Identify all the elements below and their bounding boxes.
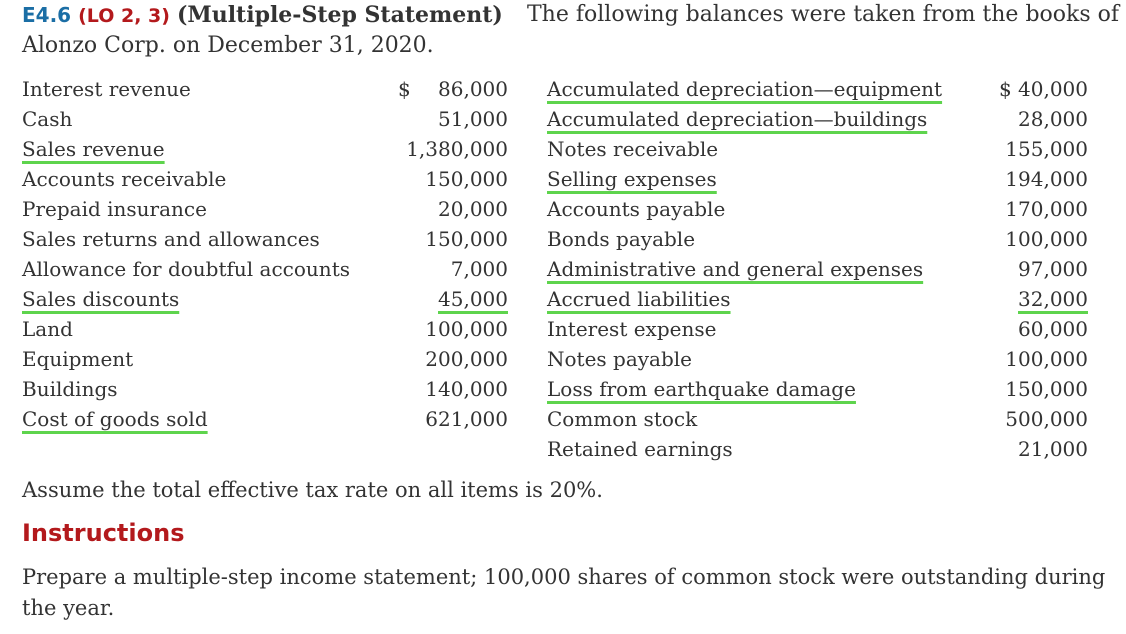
right-label: Selling expenses xyxy=(547,167,717,191)
right-value: 28,000 xyxy=(1018,107,1088,131)
left-label: Sales discounts xyxy=(22,287,180,311)
left-label: Interest revenue xyxy=(22,77,191,101)
intro-line-2: Alonzo Corp. on December 31, 2020. xyxy=(22,33,434,58)
right-value: 155,000 xyxy=(1005,137,1088,161)
left-value: 51,000 xyxy=(438,107,508,131)
right-value: 32,000 xyxy=(1018,287,1088,311)
right-label: Bonds payable xyxy=(547,227,696,251)
right-label: Accounts payable xyxy=(547,197,726,221)
left-label: Sales returns and allowances xyxy=(22,227,320,251)
learning-objective: (LO 2, 3) xyxy=(78,5,170,27)
right-values xyxy=(968,74,1088,464)
left-value: 140,000 xyxy=(425,377,508,401)
left-value: 150,000 xyxy=(425,227,508,251)
left-labels xyxy=(22,74,350,434)
left-label: Sales revenue xyxy=(22,137,165,161)
left-label: Land xyxy=(22,317,73,341)
right-value: 150,000 xyxy=(1005,377,1088,401)
right-value: 500,000 xyxy=(1005,407,1088,431)
right-value: 100,000 xyxy=(1005,227,1088,251)
intro-line-1: The following balances were taken from the books of xyxy=(527,2,1120,27)
right-label: Loss from earthquake damage xyxy=(547,377,856,401)
right-label: Notes payable xyxy=(547,347,693,371)
left-value: 200,000 xyxy=(425,347,508,371)
exercise-title: (Multiple-Step Statement) xyxy=(176,2,503,28)
right-label: Accrued liabilities xyxy=(547,287,731,311)
exercise-number: E4.6 xyxy=(22,3,72,27)
instructions-line-2: the year. xyxy=(22,596,115,620)
right-value: 194,000 xyxy=(1005,167,1088,191)
left-value: 45,000 xyxy=(438,287,508,311)
left-label: Cash xyxy=(22,107,73,131)
tax-note: Assume the total effective tax rate on all items is 20%. xyxy=(22,478,603,502)
right-label: Notes receivable xyxy=(547,137,719,161)
left-value: 621,000 xyxy=(425,407,508,431)
left-value: 7,000 xyxy=(450,257,508,281)
right-value: 97,000 xyxy=(1018,257,1088,281)
left-value: 20,000 xyxy=(438,197,508,221)
left-label: Prepaid insurance xyxy=(22,197,207,221)
left-value: 86,000 xyxy=(438,77,508,101)
left-label: Allowance for doubtful accounts xyxy=(22,257,350,281)
left-values xyxy=(398,74,508,434)
exercise-header xyxy=(22,0,503,31)
right-value: 21,000 xyxy=(1018,437,1088,461)
right-value: 100,000 xyxy=(1005,347,1088,371)
left-value: 150,000 xyxy=(425,167,508,191)
right-label: Accumulated depreciation—equipment xyxy=(547,77,943,101)
left-label: Accounts receivable xyxy=(22,167,227,191)
right-labels xyxy=(547,74,942,464)
right-value: 60,000 xyxy=(1018,317,1088,341)
left-value: 100,000 xyxy=(425,317,508,341)
right-label: Retained earnings xyxy=(547,437,733,461)
right-label: Administrative and general expenses xyxy=(547,257,924,281)
right-value: $ 40,000 xyxy=(998,77,1088,101)
left-value: 1,380,000 xyxy=(406,137,508,161)
instructions-line-1: Prepare a multiple-step income statement; 100,000 shares of common stock were outstanding during xyxy=(22,565,1106,589)
dollar-sign: $ xyxy=(398,77,411,101)
right-value: 170,000 xyxy=(1005,197,1088,221)
right-label: Common stock xyxy=(547,407,698,431)
left-label: Cost of goods sold xyxy=(22,407,208,431)
left-label: Equipment xyxy=(22,347,134,371)
instructions-heading: Instructions xyxy=(22,519,185,547)
left-label: Buildings xyxy=(22,377,118,401)
right-label: Accumulated depreciation—buildings xyxy=(547,107,928,131)
right-label: Interest expense xyxy=(547,317,717,341)
